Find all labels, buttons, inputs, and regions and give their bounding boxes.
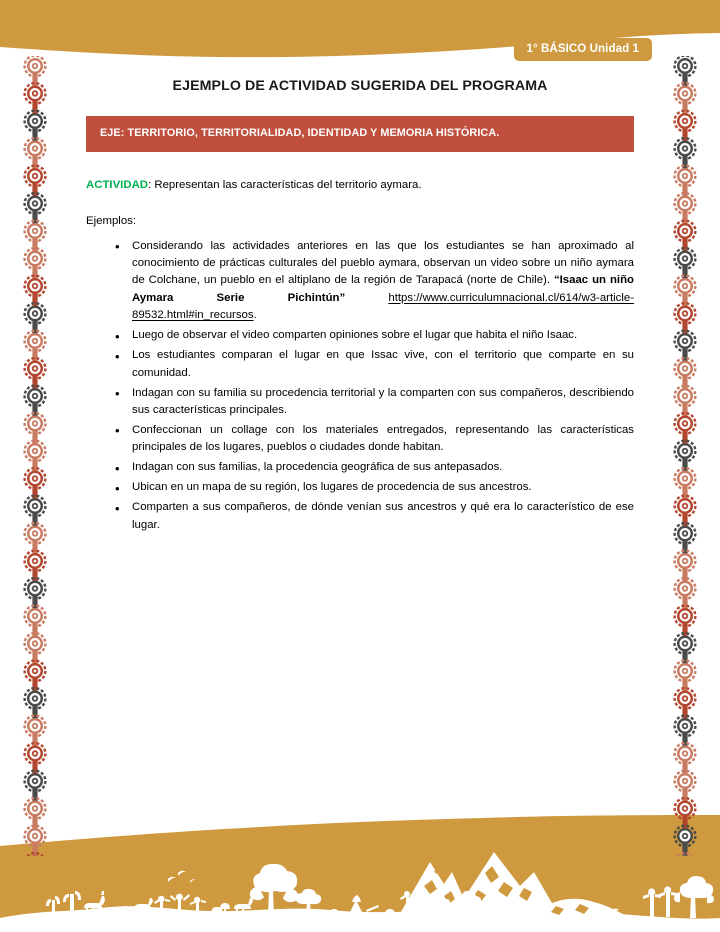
list-item [130,479,634,496]
page-title: EJEMPLO DE ACTIVIDAD SUGERIDA DEL PROGRAMA [172,78,548,94]
list-item [130,327,634,344]
resource-link[interactable]: https://www.curriculumnacional.cl/614/w3-article-89532.html#in_recursos [132,291,634,322]
bullet-text: Indagan con su familia su procedencia territorial y la comparten con sus compañeros, describiendo sus características principales. [132,386,634,416]
bullet-text: Ubican en un mapa de su región, los lugares de procedencia de sus ancestros. [132,481,532,494]
left-decorative-border [18,56,52,856]
bullet-text: Luego de observar el video comparten opiniones sobre el lugar que habita el niño Isaac. [132,329,578,342]
examples-label: Ejemplos: [86,215,137,228]
activity-label: ACTIVIDAD [86,179,149,192]
bullet-text: Confeccionan un collage con los materiales entregados, representando las características principales de los lugares, pueblos o ciudades donde habitan. [132,423,634,454]
list-item [130,347,634,382]
list-item [130,499,634,534]
examples-list [86,238,634,535]
activity-text: : Representan las características del territorio aymara. [148,179,422,192]
list-item [130,422,634,457]
list-item [130,459,634,476]
bullet-text-lead: Considerando las actividades anteriores en las que los estudiantes se han aproximado al conocimiento de prácticas culturales del pueblo aymara, observan un video sobre un niño aymara de Colchane, un pueblo en el altiplano de la región de Tarapacá (norte de Chile). [132,239,634,287]
list-item [130,385,634,420]
eje-banner: EJE: TERRITORIO, TERRITORIALIDAD, IDENTIDAD Y MEMORIA HISTÓRICA. [86,116,634,152]
list-item [130,238,634,325]
right-decorative-border [668,56,702,856]
unit-badge: 1° BÁSICO Unidad 1 [514,38,652,61]
activity-line [86,177,634,194]
document-content [86,78,634,534]
top-decorative-wave [0,0,720,72]
bullet-text-tail: . [253,309,257,322]
spacer [345,292,388,304]
bullet-text: Los estudiantes comparan el lugar en que Issac vive, con el territorio que comparte en su comunidad. [132,349,634,379]
bullet-text: Indagan con sus familias, la procedencia geográfica de sus antepasados. [132,461,503,474]
bullet-text: Comparten a sus compañeros, de dónde venían sus ancestros y qué era lo característico de ese lugar. [132,501,634,531]
video-title: “Isaac un niño Aymara Serie Pichintún” [132,274,634,304]
bottom-landscape-illustration [0,810,720,932]
